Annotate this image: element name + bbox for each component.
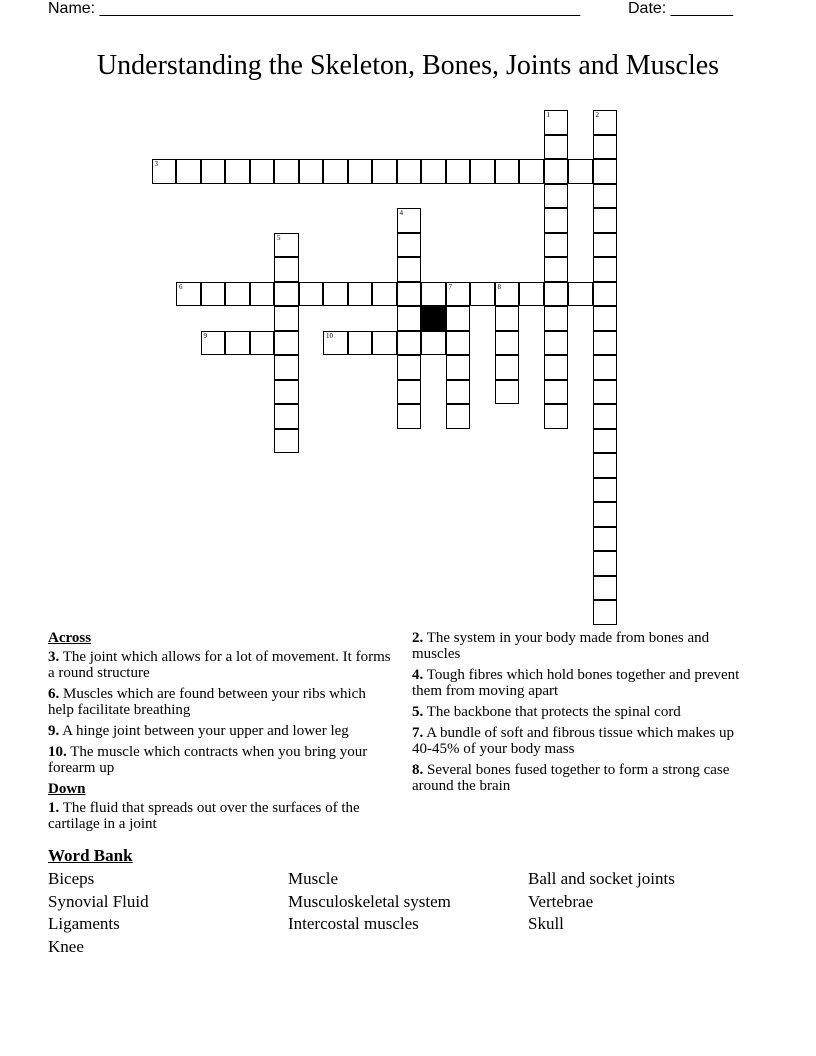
crossword-cell[interactable] (495, 331, 520, 356)
crossword-cell[interactable] (568, 159, 593, 184)
crossword-cell[interactable] (446, 404, 471, 429)
clue-number: 6. (48, 686, 60, 702)
crossword-cell[interactable] (593, 453, 618, 478)
crossword-cell[interactable] (201, 331, 226, 356)
crossword-cell[interactable] (593, 331, 618, 356)
clue-text: A hinge joint between your upper and lower leg (62, 723, 349, 739)
clue-down-8 (412, 762, 757, 794)
crossword-cell[interactable] (544, 331, 569, 356)
clue-across-6 (48, 686, 393, 718)
word-bank-item: Ligaments (48, 914, 120, 933)
crossword-cell[interactable] (274, 233, 299, 258)
crossword-cell[interactable] (495, 380, 520, 405)
clue-text: Tough fibres which hold bones together and prevent them from moving apart (412, 667, 740, 699)
clues-right-column (412, 630, 757, 799)
crossword-cell[interactable] (323, 159, 348, 184)
crossword-cell[interactable] (446, 355, 471, 380)
crossword-cell[interactable] (152, 159, 177, 184)
clue-number-label: 8 (497, 282, 501, 291)
word-bank-item: Knee (48, 937, 84, 956)
crossword-cell[interactable] (250, 282, 275, 307)
word-bank-item: Intercostal muscles (288, 914, 419, 933)
crossword-cell[interactable] (397, 380, 422, 405)
crossword-cell[interactable] (397, 208, 422, 233)
crossword-cell[interactable] (176, 159, 201, 184)
clue-across-10 (48, 744, 393, 776)
crossword-cell[interactable] (593, 184, 618, 209)
crossword-cell[interactable] (250, 159, 275, 184)
clue-text: The fluid that spreads out over the surfaces of the cartilage in a joint (48, 800, 360, 832)
clue-down-7 (412, 725, 757, 757)
crossword-black-cell (421, 306, 446, 331)
clue-number-label: 9 (203, 331, 207, 340)
crossword-cell[interactable] (568, 282, 593, 307)
clue-text: The system in your body made from bones and muscles (412, 630, 710, 662)
crossword-cell[interactable] (544, 159, 569, 184)
crossword-cell[interactable] (593, 478, 618, 503)
clue-across-9 (48, 723, 393, 739)
word-bank-item: Biceps (48, 869, 95, 888)
crossword-cell[interactable] (544, 233, 569, 258)
crossword-cell[interactable] (397, 257, 422, 282)
clue-number: 8. (412, 762, 424, 778)
crossword-cell[interactable] (397, 233, 422, 258)
crossword-cell[interactable] (519, 282, 544, 307)
clues-left-column (48, 630, 393, 837)
date-line: Date: _______ (628, 0, 733, 17)
crossword-cell[interactable] (544, 306, 569, 331)
down-heading: Down (48, 781, 86, 797)
clue-number: 4. (412, 667, 424, 683)
crossword-cell[interactable] (495, 159, 520, 184)
crossword-cell[interactable] (299, 159, 324, 184)
crossword-cell[interactable] (593, 355, 618, 380)
clue-number: 2. (412, 630, 424, 646)
across-heading: Across (48, 630, 92, 646)
crossword-cell[interactable] (274, 257, 299, 282)
crossword-cell[interactable] (544, 208, 569, 233)
crossword-cell[interactable] (372, 159, 397, 184)
clue-text: Several bones fused together to form a strong case around the brain (412, 762, 730, 794)
crossword-cell[interactable] (201, 159, 226, 184)
crossword-cell[interactable] (593, 208, 618, 233)
crossword-cell[interactable] (421, 282, 446, 307)
clue-number-label: 2 (595, 111, 599, 119)
crossword-cell[interactable] (299, 282, 324, 307)
clue-down-2 (412, 630, 757, 662)
crossword-cell[interactable] (274, 355, 299, 380)
crossword-cell[interactable] (446, 282, 471, 307)
crossword-cell[interactable] (323, 331, 348, 356)
crossword-cell[interactable] (225, 282, 250, 307)
clue-number: 3. (48, 649, 60, 665)
word-bank-item: Synovial Fluid (48, 892, 149, 911)
crossword-cell[interactable] (372, 282, 397, 307)
clue-text: The joint which allows for a lot of movement. It forms a round structure (48, 649, 391, 681)
crossword-cell[interactable] (397, 282, 422, 307)
clue-text: A bundle of soft and fibrous tissue which makes up 40-45% of your body mass (412, 725, 735, 757)
word-bank-heading: Word Bank (48, 846, 133, 865)
crossword-cell[interactable] (421, 331, 446, 356)
crossword-cell[interactable] (397, 306, 422, 331)
crossword-cell[interactable] (544, 135, 569, 160)
clue-number-label: 6 (179, 282, 183, 291)
clue-number-label: 4 (399, 209, 403, 217)
crossword-cell[interactable] (397, 159, 422, 184)
clue-text: Muscles which are found between your ribs which help facilitate breathing (48, 686, 366, 718)
crossword-cell[interactable] (470, 159, 495, 184)
crossword-cell[interactable] (397, 404, 422, 429)
crossword-cell[interactable] (201, 282, 226, 307)
clue-across-3 (48, 649, 393, 681)
crossword-cell[interactable] (593, 502, 618, 527)
crossword-cell[interactable] (593, 600, 618, 625)
crossword-cell[interactable] (274, 404, 299, 429)
crossword-cell[interactable] (225, 331, 250, 356)
crossword-cell[interactable] (593, 110, 618, 135)
crossword-cell[interactable] (593, 257, 618, 282)
word-bank-item: Vertebrae (528, 892, 594, 911)
crossword-cell[interactable] (593, 551, 618, 576)
crossword-cell[interactable] (397, 331, 422, 356)
clue-number: 7. (412, 725, 424, 741)
clue-number-label: 1 (546, 111, 550, 119)
crossword-cell[interactable] (225, 159, 250, 184)
crossword-cell[interactable] (593, 306, 618, 331)
crossword-cell[interactable] (544, 184, 569, 209)
clue-text: The backbone that protects the spinal cord (426, 704, 681, 720)
clue-text: The muscle which contracts when you bring your forearm up (48, 744, 368, 776)
clue-number-label: 7 (448, 282, 452, 291)
word-bank-item: Skull (528, 914, 564, 933)
name-line: Name: ______________________________________________________ (48, 0, 581, 17)
crossword-cell[interactable] (593, 135, 618, 160)
clue-number-label: 3 (154, 160, 158, 168)
crossword-cell[interactable] (274, 306, 299, 331)
crossword-cell[interactable] (544, 404, 569, 429)
crossword-cell[interactable] (274, 429, 299, 454)
crossword-cell[interactable] (446, 380, 471, 405)
crossword-cell[interactable] (446, 331, 471, 356)
crossword-cell[interactable] (348, 159, 373, 184)
crossword-cell[interactable] (593, 576, 618, 601)
crossword-cell[interactable] (593, 159, 618, 184)
clue-down-5 (412, 704, 757, 720)
crossword-cell[interactable] (348, 282, 373, 307)
crossword-cell[interactable] (593, 233, 618, 258)
clue-number-label: 10 (326, 331, 333, 340)
word-bank-item: Ball and socket joints (528, 869, 675, 888)
crossword-cell[interactable] (593, 380, 618, 405)
crossword-cell[interactable] (544, 380, 569, 405)
crossword-cell[interactable] (397, 355, 422, 380)
crossword-cell[interactable] (274, 282, 299, 307)
crossword-cell[interactable] (593, 404, 618, 429)
crossword-cell[interactable] (421, 159, 446, 184)
crossword-cell[interactable] (470, 282, 495, 307)
crossword-cell[interactable] (495, 306, 520, 331)
crossword-cell[interactable] (593, 429, 618, 454)
crossword-cell[interactable] (274, 331, 299, 356)
clue-down-1 (48, 800, 393, 832)
word-bank-item: Muscle (288, 869, 339, 888)
crossword-cell[interactable] (250, 331, 275, 356)
crossword-cell[interactable] (446, 159, 471, 184)
clue-number: 1. (48, 800, 60, 816)
clue-number: 9. (48, 723, 60, 739)
clue-number: 10. (48, 744, 67, 760)
crossword-cell[interactable] (544, 110, 569, 135)
crossword-cell[interactable] (544, 355, 569, 380)
crossword-cell[interactable] (495, 355, 520, 380)
clue-down-4 (412, 667, 757, 699)
word-bank-item: Musculoskeletal system (288, 892, 451, 911)
crossword-cell[interactable] (593, 282, 618, 307)
crossword-cell[interactable] (348, 331, 373, 356)
crossword-cell[interactable] (495, 282, 520, 307)
crossword-cell[interactable] (544, 282, 569, 307)
crossword-cell[interactable] (519, 159, 544, 184)
crossword-cell[interactable] (274, 159, 299, 184)
clue-number: 5. (412, 704, 424, 720)
crossword-cell[interactable] (274, 380, 299, 405)
crossword-cell[interactable] (593, 527, 618, 552)
crossword-cell[interactable] (446, 306, 471, 331)
page-title: Understanding the Skeleton, Bones, Joints and Muscles (96, 50, 720, 81)
crossword-cell[interactable] (176, 282, 201, 307)
crossword-cell[interactable] (372, 331, 397, 356)
crossword-cell[interactable] (544, 257, 569, 282)
crossword-cell[interactable] (323, 282, 348, 307)
clue-number-label: 5 (277, 233, 281, 242)
